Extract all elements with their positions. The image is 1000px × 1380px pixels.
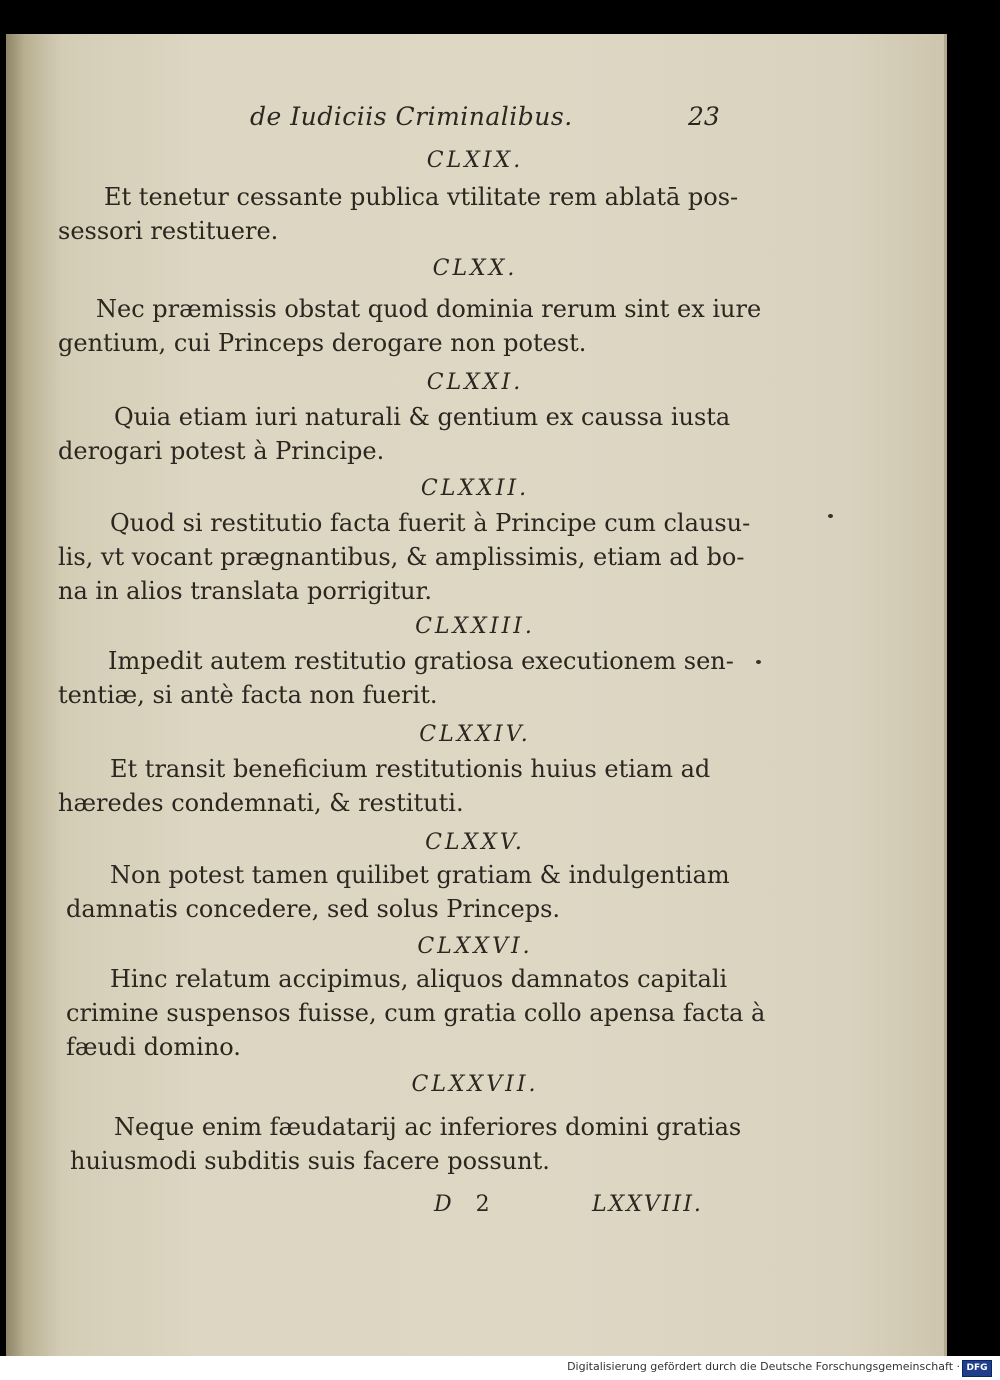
page-number: 23 [688,102,720,131]
signature-mark [434,1192,492,1217]
section-paragraph [58,506,751,608]
credit-bar [0,1356,1000,1380]
section-paragraph [58,292,762,360]
ink-speck [756,660,761,664]
paragraph-line: sessori restituere. [58,217,279,245]
paragraph-line: Neque enim fæudatarij ac inferiores domini gratias [114,1113,742,1141]
section-heading: CLXXI. [426,370,524,395]
section-heading: CLXXIII. [415,614,535,639]
paragraph-line: Non potest tamen quilibet gratiam & indulgentiam [110,861,730,889]
paragraph-line: Impedit autem restitutio gratiosa executionem sen- [108,647,734,675]
book-page [6,34,947,1356]
section-heading: CLXXV. [425,830,525,855]
paragraph-line: gentium, cui Princeps derogare non potest. [58,329,587,357]
section-paragraph [58,752,730,820]
paragraph-line: Nec præmissis obstat quod dominia rerum sint ex iure [96,295,762,323]
section-heading: CLXX. [432,256,518,281]
section-heading: CLXXVI. [417,934,533,959]
paragraph-line: Quia etiam iuri naturali & gentium ex caussa iusta [114,403,731,431]
paragraph-line: huiusmodi subditis suis facere possunt. [70,1147,550,1175]
paragraph-line: lis, vt vocant prægnantibus, & amplissimis, etiam ad bo- [58,543,745,571]
section-paragraph [58,180,739,248]
ink-speck [828,514,833,518]
paragraph-line: derogari potest à Principe. [58,437,385,465]
paragraph-line: hæredes condemnati, & restituti. [58,789,464,817]
section-heading: CLXIX. [426,148,524,173]
funding-credit: Digitalisierung gefördert durch die Deutsche Forschungsgemeinschaft · [567,1360,960,1373]
running-head: de Iudiciis Criminalibus. [250,102,573,131]
paragraph-line: Et transit beneficium restitutionis huius etiam ad [110,755,711,783]
paragraph-line: Hinc relatum accipimus, aliquos damnatos capitali [110,965,728,993]
dfg-logo-icon: DFG [962,1360,992,1377]
section-heading: CLXXVII. [411,1072,539,1097]
paragraph-line: na in alios translata porrigitur. [58,577,433,605]
paragraph-line: Et tenetur cessante publica vtilitate rem ablatā pos- [104,183,739,211]
paragraph-line: Quod si restitutio facta fuerit à Principe cum clausu- [110,509,751,537]
section-paragraph [58,1110,742,1178]
section-paragraph [58,644,734,712]
section-heading: CLXXIV. [419,722,531,747]
paragraph-line: tentiæ, si antè facta non fuerit. [58,681,438,709]
catchword: LXXVIII. [592,1192,703,1217]
section-paragraph [58,858,730,926]
page-text [6,34,944,1356]
section-paragraph [58,400,730,468]
paragraph-line: crimine suspensos fuisse, cum gratia collo apensa facta à [66,999,766,1027]
signature-number: 2 [475,1192,492,1217]
section-paragraph [58,962,766,1064]
paragraph-line: fæudi domino. [66,1033,241,1061]
section-heading: CLXXII. [420,476,530,501]
signature-letter: D [434,1192,454,1217]
paragraph-line: damnatis concedere, sed solus Princeps. [66,895,561,923]
